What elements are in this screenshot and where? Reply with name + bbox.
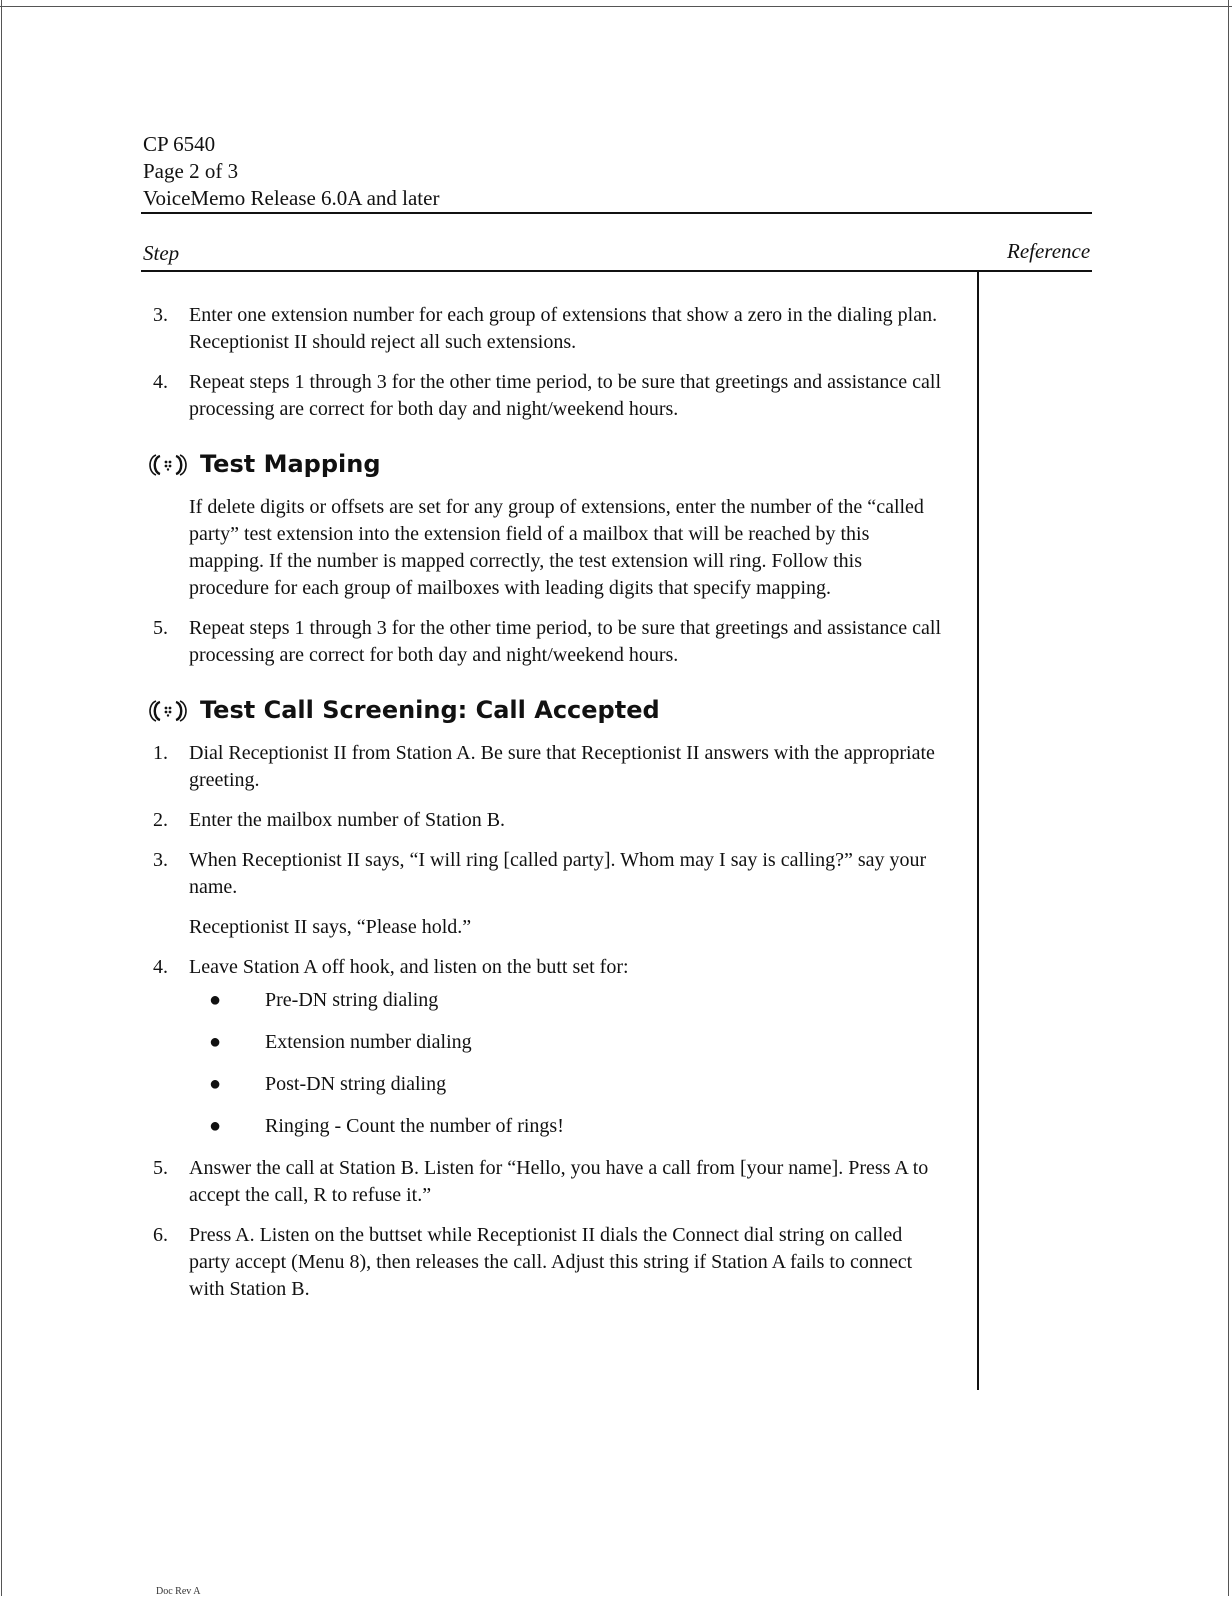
header-rule [141,212,1092,214]
list-item [143,615,943,669]
page-number: Page 2 of 3 [143,159,239,183]
section-heading-call-screening [148,697,943,724]
section-title: Test Call Screening: Call Accepted [200,696,660,724]
step-text: Answer the call at Station B. Listen for “Hello, you have a call from [your name]. Press A to accept the call, R to refuse it.” [189,1157,929,1206]
columns-rule [141,270,1092,272]
page-border-right [1228,0,1229,1596]
bullet-icon: ● [209,1031,222,1053]
section-title: Test Mapping [200,450,381,478]
step-text: Enter the mailbox number of Station B. [189,809,506,831]
list-item [143,807,943,834]
step-content [143,302,943,1316]
step-text: Repeat steps 1 through 3 for the other time period, to be sure that greetings and assistance call processing are correct for both day and night/weekend hours. [189,617,942,666]
step-number: 3. [153,849,168,871]
list-item [143,740,943,794]
step-text: When Receptionist II says, “I will ring [called party]. Whom may I say is calling?” say your name. [189,849,927,898]
bullet-icon: ● [209,1073,222,1095]
reference-column-label: Reference [1007,239,1091,263]
section-heading-test-mapping [148,451,943,478]
bullet-list [209,987,943,1140]
bullet-text: Post-DN string dialing [265,1073,447,1095]
bullet-item [209,1071,943,1098]
bullet-item [209,1113,943,1140]
step-number: 5. [153,1157,168,1179]
list-item [143,369,943,423]
page-header [143,131,439,212]
list-item [143,847,943,901]
phone-handset-icon [148,699,188,723]
list-item [143,1155,943,1209]
doc-id: CP 6540 [143,132,216,156]
page-border-top [0,6,1232,7]
list-item [143,954,943,981]
step-number: 4. [153,956,168,978]
bullet-text: Pre-DN string dialing [265,989,439,1011]
step-text: Enter one extension number for each group of extensions that show a zero in the dialing plan. Receptionist II should reject all such extensions. [189,304,938,353]
step-text: Dial Receptionist II from Station A. Be sure that Receptionist II answers with the appropriate greeting. [189,742,935,791]
step-number: 5. [153,617,168,639]
step-number: 3. [153,304,168,326]
step-text: Press A. Listen on the buttset while Receptionist II dials the Connect dial string on called party accept (Menu 8), then releases the call. Adjust this string if Station A fails to connect with Station B. [189,1224,913,1300]
step-number: 4. [153,371,168,393]
step-number: 1. [153,742,168,764]
step-text: Leave Station A off hook, and listen on the butt set for: [189,956,629,978]
bullet-item [209,987,943,1014]
step-number: 2. [153,809,168,831]
step-number: 6. [153,1224,168,1246]
page-border-left [1,0,2,1596]
list-item [143,1222,943,1303]
bullet-icon: ● [209,989,222,1011]
step-note: Receptionist II says, “Please hold.” [189,916,472,938]
bullet-icon: ● [209,1115,222,1137]
bullet-text: Extension number dialing [265,1031,472,1053]
reference-column-divider [977,271,979,1390]
bullet-text: Ringing - Count the number of rings! [265,1115,564,1137]
step-text: Repeat steps 1 through 3 for the other time period, to be sure that greetings and assistance call processing are correct for both day and night/weekend hours. [189,371,942,420]
bullet-item [209,1029,943,1056]
page-footer: Doc Rev A [156,1586,201,1597]
phone-handset-icon [148,453,188,477]
list-item [143,302,943,356]
release-info: VoiceMemo Release 6.0A and later [143,186,440,210]
step-column-label: Step [143,241,180,265]
section-paragraph: If delete digits or offsets are set for any group of extensions, enter the number of the “called party” test extension into the extension field of a mailbox that will be reached by this mapping. If the number is mapped correctly, the test extension will ring. Follow this procedure for each group of mailboxes with leading digits that specify mapping. [189,496,924,599]
